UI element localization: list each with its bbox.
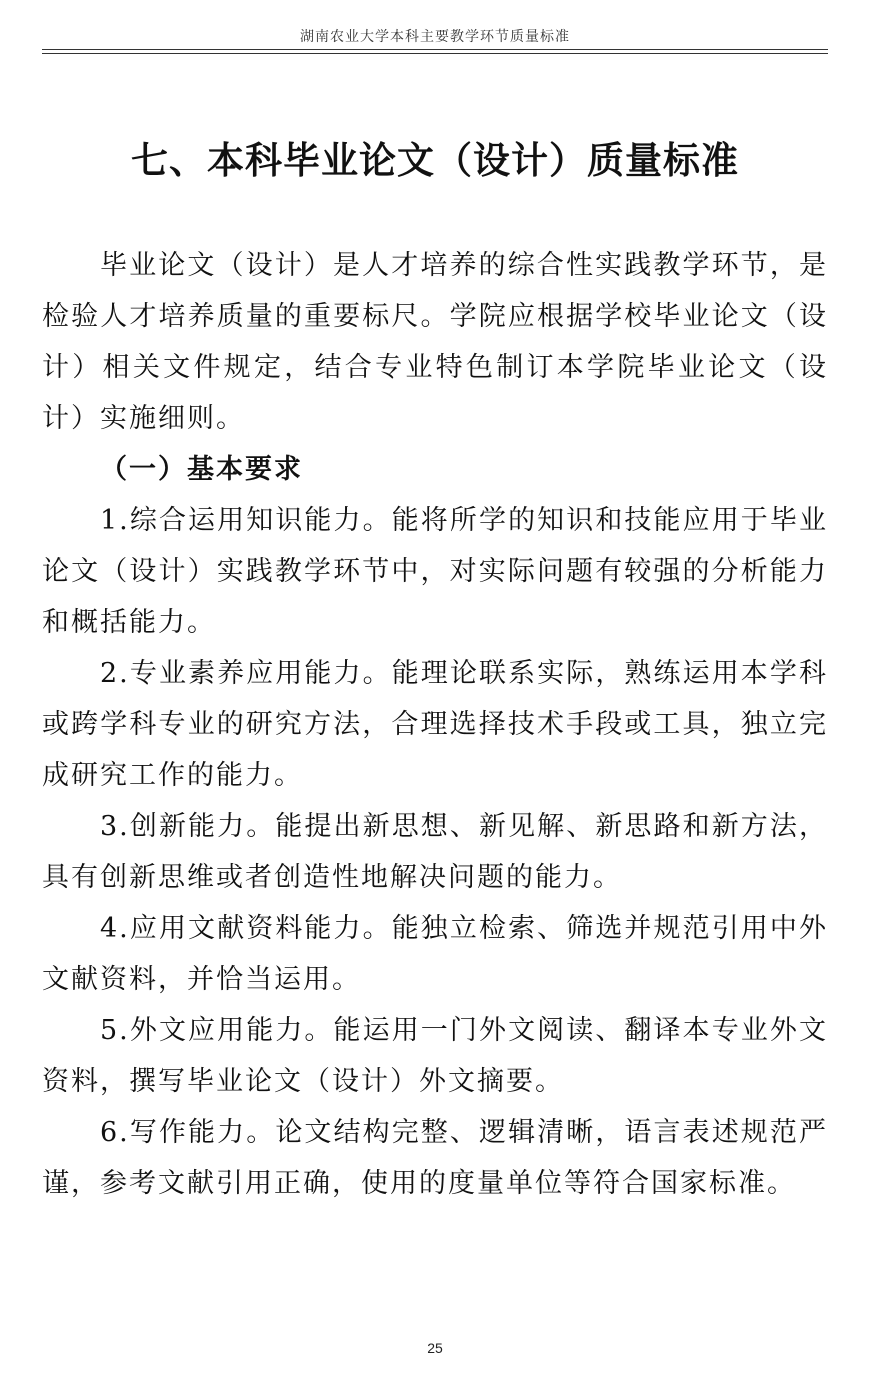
page-title: 七、本科毕业论文（设计）质量标准 [131, 139, 739, 182]
requirement-item: 2.专业素养应用能力。能理论联系实际，熟练运用本学科或跨学科专业的研究方法，合理选择技术手段或工具，独立完成研究工作的能力。 [42, 658, 828, 791]
header-divider-thin [42, 53, 828, 54]
document-body [42, 240, 828, 1209]
section-heading: （一）基本要求 [100, 454, 303, 485]
requirement-item: 1.综合运用知识能力。能将所学的知识和技能应用于毕业论文（设计）实践教学环节中，对实际问题有较强的分析能力和概括能力。 [42, 505, 828, 638]
requirement-item: 4.应用文献资料能力。能独立检索、筛选并规范引用中外文献资料，并恰当运用。 [42, 913, 828, 995]
header-divider [42, 49, 828, 50]
intro-paragraph: 毕业论文（设计）是人才培养的综合性实践教学环节，是检验人才培养质量的重要标尺。学院应根据学校毕业论文（设计）相关文件规定，结合专业特色制订本学院毕业论文（设计）实施细则。 [42, 250, 828, 434]
page-number: 25 [427, 1340, 443, 1356]
requirement-item: 6.写作能力。论文结构完整、逻辑清晰，语言表述规范严谨，参考文献引用正确，使用的度量单位等符合国家标准。 [42, 1117, 828, 1199]
requirement-item: 5.外文应用能力。能运用一门外文阅读、翻译本专业外文资料，撰写毕业论文（设计）外文摘要。 [42, 1015, 828, 1097]
requirement-item: 3.创新能力。能提出新思想、新见解、新思路和新方法，具有创新思维或者创造性地解决问题的能力。 [42, 811, 828, 893]
running-header: 湖南农业大学本科主要教学环节质量标准 [300, 29, 570, 45]
